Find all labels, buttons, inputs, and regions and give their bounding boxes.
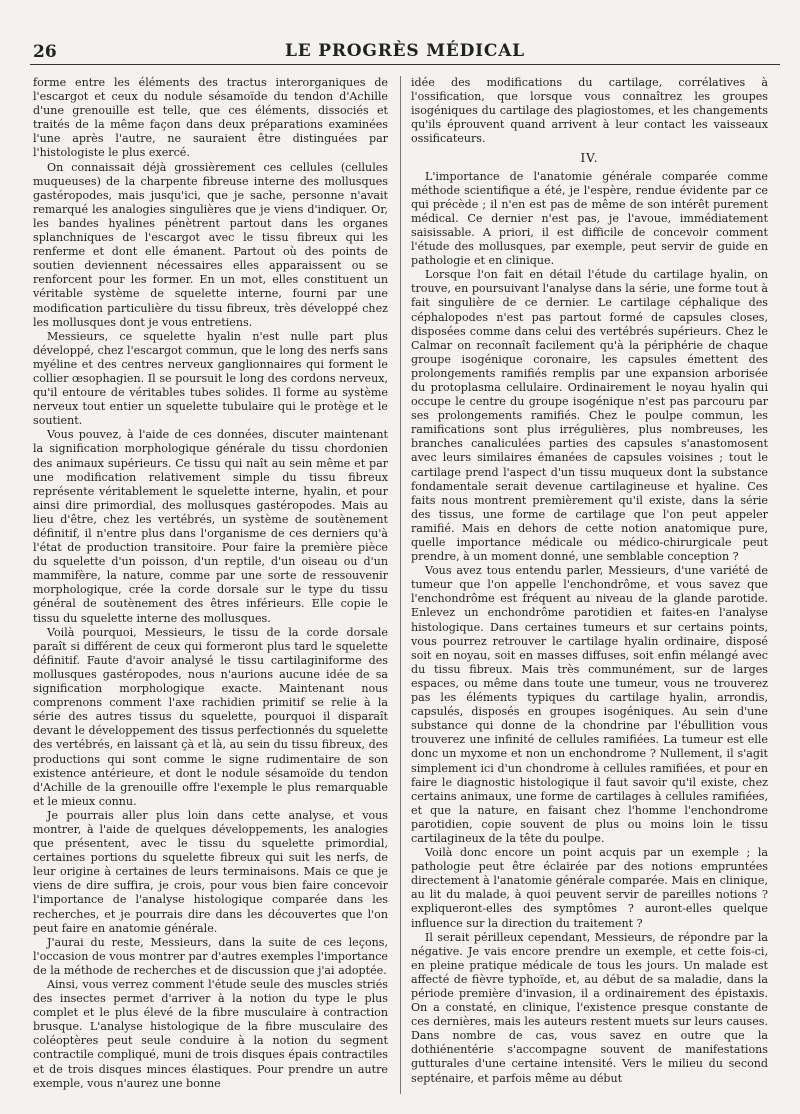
paragraph: idée des modifications du cartilage, corrélatives à l'ossification, que lorsque vous connaîtrez les groupes isogéniques du cartilage des plagiostomes, et les changements qu'ils éprouvent quand arrivent à leur contact les vaisseaux ossificateurs.: [411, 76, 768, 146]
right-column: [411, 76, 768, 1096]
paragraph: Voilà pourquoi, Messieurs, le tissu de la corde dorsale paraît si différent de ceux qui formeront plus tard le squelette définitif. Faute d'avoir analysé le tissu cartilaginiforme des mollusques gastéropodes, nous n'aurions aucune idée de sa signification morphologique exacte. Maintenant nous comprenons comment l'axe rachidien primitif se relie à la série des autres tissus du squelette, pourquoi il disparaît devant le développement des tissus perfectionnés du squelette des vertébrés, en laissant çà et là, au sein du tissu fibreux, des productions qui sont comme le signe rudimentaire de son existence antérieure, et dont le nodule sésamoïde du tendon d'Achille de la grenouille offre l'exemple le plus remarquable et le mieux connu.: [33, 625, 388, 808]
paragraph: Ainsi, vous verrez comment l'étude seule des muscles striés des insectes permet d'arriver à la notion du type le plus complet et le plus élevé de la fibre musculaire à contraction brusque. L'analyse histologique de la fibre musculaire des coléoptères peut seule conduire à la notion du segment contractile compliqué, muni de trois disques épais contractiles et de trois disques minces élastiques. Pour prendre un autre exemple, vous n'aurez une bonne: [33, 978, 388, 1090]
paragraph: Vous pouvez, à l'aide de ces données, discuter maintenant la signification morphologique générale du tissu chordonien des animaux supérieurs. Ce tissu qui naît au sein même et par une modification relativement simple du tissu fibreux représente véritablement le squelette interne, hyalin, et pour ainsi dire primordial, des mollusques gastéropodes. Mais au lieu d'être, chez les vertébrés, un système de soutènement définitif, il n'entre plus dans l'organisme de ces derniers qu'à l'état de production transitoire. Pour faire la première pièce du squelette d'un poisson, d'un reptile, d'un oiseau ou d'un mammifère, la nature, comme par une sorte de ressouvenir morphologique, crée la corde dorsale sur le type du tissu général de soutènement des êtres inférieurs. Elle copie le tissu du squelette interne des mollusques.: [33, 428, 388, 625]
paragraph: Vous avez tous entendu parler, Messieurs, d'une variété de tumeur que l'on appelle l'enchondrôme, et vous savez que l'enchondrôme est fréquent au niveau de la glande parotide. Enlevez un enchondrôme parotidien et faites-en l'analyse histologique. Dans certaines tumeurs et sur certains points, vous pourrez retrouver le cartilage hyalin ordinaire, disposé soit en noyau, soit en masses diffuses, soit enfin mélangé avec du tissu fibreux. Mais très communément, sur de larges espaces, ou même dans toute une tumeur, vous ne trouverez pas les éléments typiques du cartilage hyalin, arrondis, capsulés, disposés en groupes isogéniques. Au sein d'une substance qui donne de la chondrine par l'ébullition vous trouverez une infinité de cellules ramifiées. La tumeur est elle donc un myxome et non un enchondrome ? Nullement, il s'agit simplement ici d'un chondrome à cellules ramifiées, et pour en faire le diagnostic histologique il faut savoir qu'il existe, chez certains animaux, une forme de cartilages à cellules ramifiées, et que la nature, en faisant chez l'homme l'enchondrome parotidien, copie souvent de plus ou moins loin le tissu cartilagineux de la tête du poulpe.: [411, 564, 768, 845]
paragraph: forme entre les éléments des tractus interorganiques de l'escargot et ceux du nodule sésamoïde du tendon d'Achille d'une grenouille est telle, que ces éléments, dissociés et traités de la même façon dans deux préparations examinées l'une après l'autre, ne sauraient être distinguées par l'histologiste le plus exercé.: [33, 76, 388, 160]
paragraph: Lorsque l'on fait en détail l'étude du cartilage hyalin, on trouve, en poursuivant l'analyse dans la série, une forme tout à fait singulière de ce dernier. Le cartilage céphalique des céphalopodes n'est pas partout formé de capsules closes, disposées comme dans celui des vertébrés supérieurs. Chez le Calmar on reconnaît facilement qu'à la périphérie de chaque groupe isogénique coronaire, les capsules émettent des prolongements ramifiés remplis par une expansion arborisée du protoplasma cellulaire. Ordinairement le noyau hyalin qui occupe le centre du groupe isogénique n'est pas parcouru par ses prolongements ramifiés. Chez le poulpe commun, les ramifications sont plus irrégulières, plus nombreuses, les branches canaliculées parties des capsules s'anastomosent avec leurs similaires émanées de capsules voisines ; tout le cartilage prend l'aspect d'un tissu muqueux dont la substance fondamentale serait devenue cartilagineuse et hyaline. Ces faits nous montrent premièrement qu'il existe, dans la série des tissus, une forme de cartilage que l'on peut appeler ramifié. Mais en dehors de cette notion anatomique pure, quelle importance médicale ou médico-chirurgicale peut prendre, à un moment donné, une semblable conception ?: [411, 268, 768, 564]
paragraph: On connaissait déjà grossièrement ces cellules (cellules muqueuses) de la charpente fibreuse interne des mollusques gastéropodes, mais jusqu'ici, que je sache, personne n'avait remarqué les analogies singulières que je viens d'indiquer. Or, les bandes hyalines pénètrent partout dans les organes splanchniques de l'escargot avec le tissu fibreux qui les renferme et dont elle émanent. Partout où des points de soutien deviennent nécessaires elles apparaissent ou se renforcent pour les former. En un mot, elles constituent un véritable système de squelette interne, fourni par une modification particulière du tissu fibreux, très développé chez les mollusques dont je vous entretiens.: [33, 160, 388, 329]
journal-title: LE PROGRÈS MÉDICAL: [285, 41, 525, 61]
section-heading: IV.: [580, 151, 599, 166]
column-divider: [400, 76, 401, 1094]
paragraph: Je pourrais aller plus loin dans cette analyse, et vous montrer, à l'aide de quelques développements, les analogies que présentent, avec le tissu du squelette primordial, certaines portions du squelette fibreux qui suit les nerfs, de leur origine à certaines de leurs terminaisons. Mais ce que je viens de dire suffira, je crois, pour vous bien faire concevoir l'importance de l'analyse histologique comparée dans les recherches, et je pourrais dire dans les découvertes que l'on peut faire en anatomie générale.: [33, 808, 388, 935]
paragraph: Voilà donc encore un point acquis par un exemple ; la pathologie peut être éclairée par des notions empruntées directement à l'anatomie générale comparée. Mais en clinique, au lit du malade, à quoi peuvent servir de pareilles notions ? expliqueront-elles des symptômes ? auront-elles quelque influence sur la direction du traitement ?: [411, 846, 768, 930]
paragraph: Messieurs, ce squelette hyalin n'est nulle part plus développé, chez l'escargot commun, que le long des nerfs sans myéline et des centres nerveux ganglionnaires qui forment le collier œsophagien. Il se poursuit le long des cordons nerveux, qu'il entoure de véritables tubes solides. Il forme au système nerveux tout entier un squelette tubulaire qui le protège et le soutient.: [33, 329, 388, 428]
paragraph: Il serait périlleux cependant, Messieurs, de répondre par la négative. Je vais encore prendre un exemple, et cette fois-ci, en pleine pratique médicale de tous les jours. Un malade est affecté de fièvre typhoïde, et, au début de sa maladie, dans la période première d'invasion, il a ordinairement des épistaxis. On a constaté, en clinique, l'existence presque constante de ces dernières, mais les auteurs restent muets sur leurs causes. Dans nombre de cas, vous savez en outre que la dothiénentérie s'accompagne souvent de manifestations gutturales d'une certaine intensité. Vers le milieu du second septénaire, et parfois même au début: [411, 930, 768, 1085]
page-header: [30, 28, 780, 65]
paragraph: J'aurai du reste, Messieurs, dans la suite de ces leçons, l'occasion de vous montrer par d'autres exemples l'importance de la méthode de recherches et de discussion que j'ai adoptée.: [33, 935, 388, 977]
paragraph: L'importance de l'anatomie générale comparée comme méthode scientifique a été, je l'espère, rendue évidente par ce qui précède ; il n'en est pas de même de son intérêt purement médical. Ce dernier n'est pas, je l'avoue, immédiatement saisissable. A priori, il est difficile de concevoir comment l'étude des mollusques, par exemple, peut servir de guide en pathologie et en clinique.: [411, 169, 768, 268]
page-number: 26: [33, 42, 57, 62]
left-column: [33, 76, 388, 1096]
